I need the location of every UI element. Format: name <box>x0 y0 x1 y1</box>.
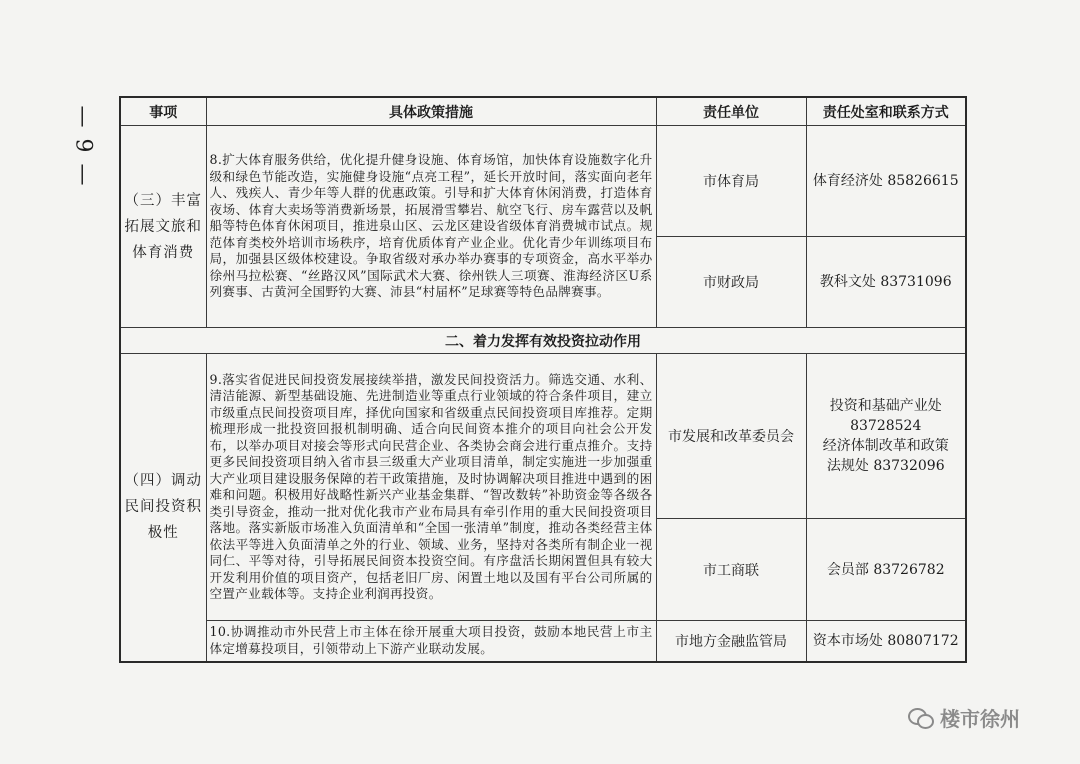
unit-cell: 市地方金融监管局 <box>656 621 806 662</box>
contact-cell: 会员部 83726782 <box>806 519 966 621</box>
section-title: 二、着力发挥有效投资拉动作用 <box>120 328 966 354</box>
wechat-icon <box>908 707 934 729</box>
measure-cell-10: 10.协调推动市外民营上市主体在徐开展重大项目投资，鼓励本地民营上市主体定增募投项目，引领带动上下游产业联动发展。 <box>206 621 656 662</box>
contact-line: 经济体制改革和政策 <box>822 438 949 454</box>
contact-cell-multiline <box>806 354 966 519</box>
matter-cell-3: （三）丰富拓展文旅和体育消费 <box>120 126 206 328</box>
header-contact: 责任处室和联系方式 <box>806 97 966 126</box>
table-row <box>120 126 966 237</box>
contact-line: 83728524 <box>850 418 922 434</box>
watermark-text: 楼市徐州 <box>940 707 1020 731</box>
contact-line: 投资和基础产业处 <box>829 398 942 414</box>
header-unit: 责任单位 <box>656 97 806 126</box>
measure-cell-9: 9.落实省促进民间投资发展接续举措，激发民间投资活力。筛选交通、水利、清洁能源、新型基础设施、先进制造业等重点行业领域的符合条件项目，建立市级重点民间投资项目库，择优向国家和省级重点民间投资项目库推荐。定期梳理形成一批投资回报机制明确、适合向民间资本推介的项目向社会公开发布，以举办项目对接会等形式向民营企业、各类协会商会进行重点推介。支持更多民间投资项目纳入省市县三级重大产业项目清单，制定实施进一步加强重大产业项目建设服务保障的若干政策措施，及时协调解决项目推进中遇到的困难和问题。积极用好战略性新兴产业基金集群、“智改数转”补助资金等各级各类引导资金，推动一批对优化我市产业布局具有牵引作用的重大民间投资项目落地。落实新版市场准入负面清单和“全国一张清单”制度，推动各类经营主体依法平等进入负面清单之外的行业、领域、业务，坚持对各类所有制企业一视同仁、平等对待，引导拓展民间资本投资空间。有序盘活长期闲置但具有较大开发利用价值的项目资产，包括老旧厂房、闲置土地以及国有平台公司所属的空置产业载体等。支持企业利润再投资。 <box>206 354 656 621</box>
contact-cell: 体育经济处 85826615 <box>806 126 966 237</box>
section-row <box>120 328 966 354</box>
contact-cell: 教科文处 83731096 <box>806 237 966 328</box>
header-matter: 事项 <box>120 97 206 126</box>
policy-table <box>119 96 967 663</box>
contact-cell: 资本市场处 80807172 <box>806 621 966 662</box>
page-number-text: — 9 — <box>70 105 96 187</box>
unit-cell: 市工商联 <box>656 519 806 621</box>
measure-cell-8: 8.扩大体育服务供给，优化提升健身设施、体育场馆，加快体育设施数字化升级和绿色节能改造，实施健身设施“点亮工程”，延长开放时间，落实面向老年人、残疾人、青少年等人群的优惠政策。引导和扩大体育休闲消费，打造体育夜场、体育大卖场等消费新场景，拓展滑雪攀岩、航空飞行、房车露营以及帆船等特色体育休闲项目，推进泉山区、云龙区建设省级体育消费城市试点。规范体育类校外培训市场秩序，培育优质体育产业企业。优化青少年训练项目布局，加强县区级体校建设。争取省级对承办举办赛事的专项资金，高水平举办徐州马拉松赛、“丝路汉风”国际武术大赛、徐州铁人三项赛、淮海经济区U系列赛事、古黄河全国野钓大赛、沛县“村届杯”足球赛等特色品牌赛事。 <box>206 126 656 328</box>
matter-cell-4: （四）调动民间投资积极性 <box>120 354 206 662</box>
unit-cell: 市财政局 <box>656 237 806 328</box>
contact-line: 法规处 83732096 <box>826 458 945 474</box>
header-measures: 具体政策措施 <box>206 97 656 126</box>
unit-cell: 市体育局 <box>656 126 806 237</box>
watermark <box>908 703 1020 732</box>
table-row <box>120 621 966 662</box>
unit-cell: 市发展和改革委员会 <box>656 354 806 519</box>
table-header-row <box>120 97 966 126</box>
page-number <box>66 98 100 194</box>
table-row <box>120 354 966 519</box>
